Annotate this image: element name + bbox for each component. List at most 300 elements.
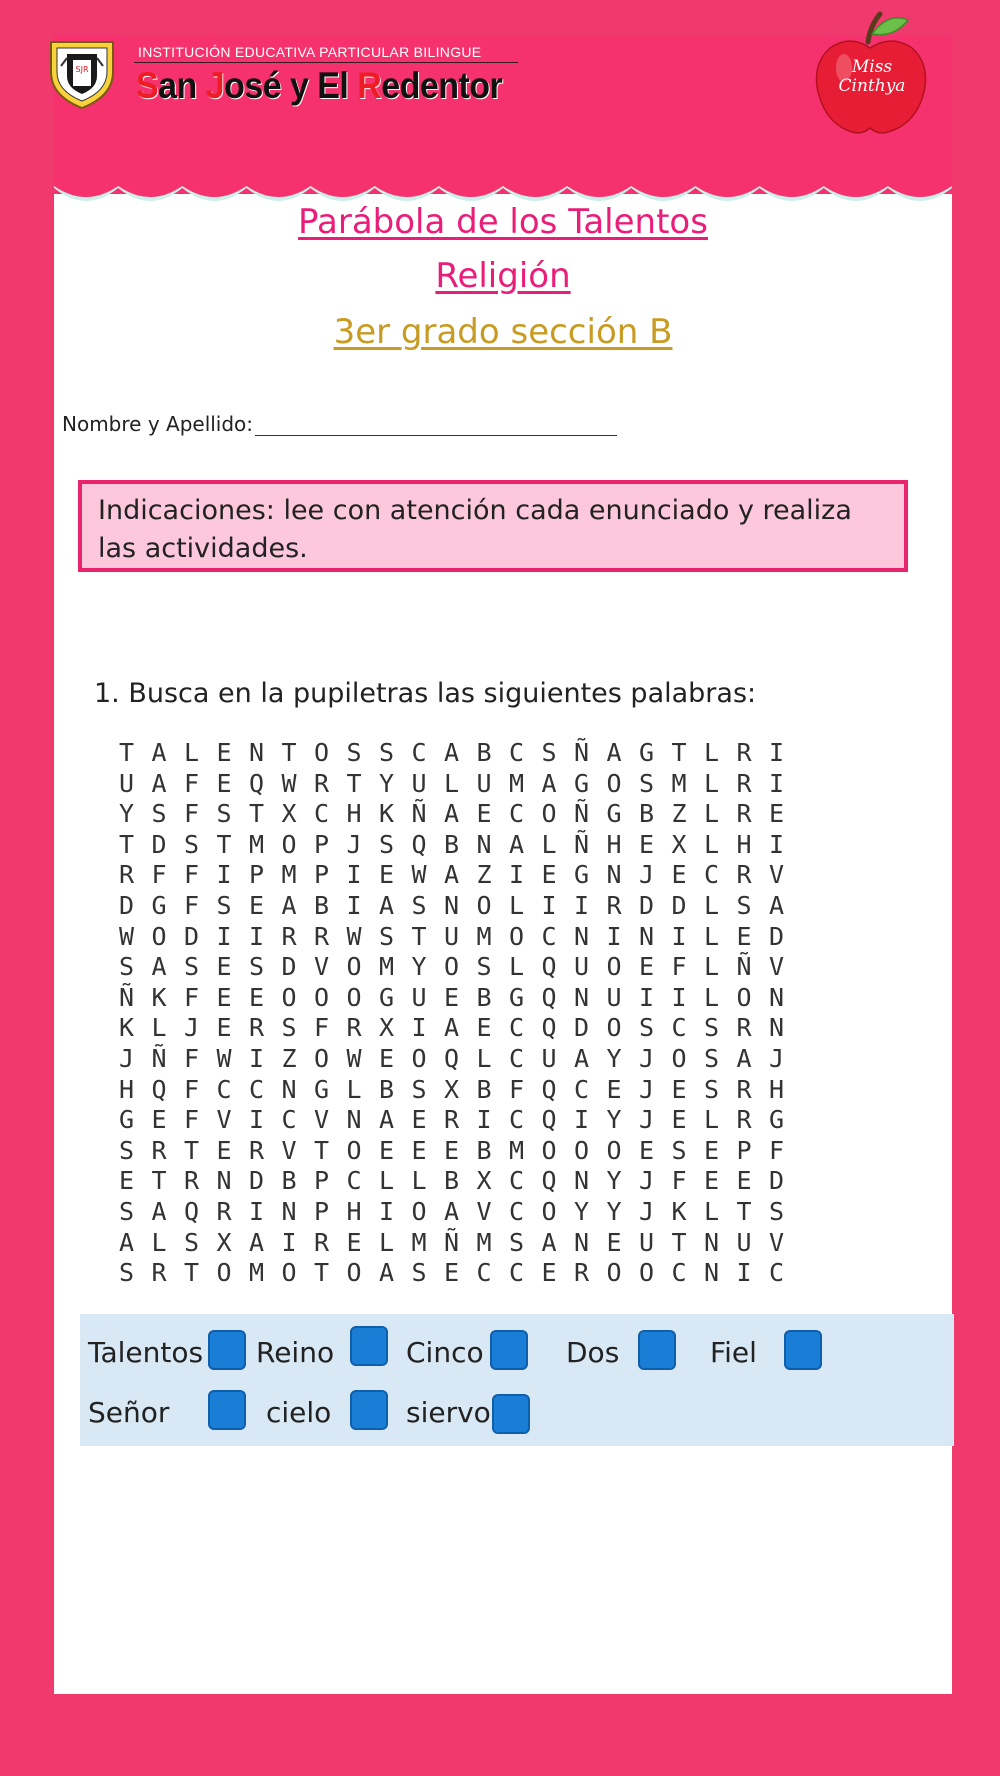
grid-letter[interactable]: T bbox=[671, 738, 687, 767]
grid-letter[interactable]: N bbox=[704, 1227, 720, 1257]
word-search-grid[interactable] bbox=[119, 738, 802, 1289]
grid-letter[interactable]: S bbox=[379, 829, 395, 859]
grid-letter[interactable]: Q bbox=[249, 768, 265, 798]
grid-letter[interactable]: O bbox=[281, 1258, 297, 1288]
grid-letter[interactable]: S bbox=[411, 1258, 427, 1288]
grid-letter[interactable]: Y bbox=[606, 1043, 622, 1073]
grid-letter[interactable]: A bbox=[151, 952, 167, 982]
grid-letter[interactable]: R bbox=[249, 1135, 265, 1165]
grid-letter[interactable]: S bbox=[379, 921, 395, 951]
grid-letter[interactable]: R bbox=[184, 1166, 200, 1196]
grid-letter[interactable]: Q bbox=[541, 1074, 557, 1104]
grid-letter[interactable]: S bbox=[119, 1258, 135, 1288]
grid-letter[interactable]: R bbox=[736, 1105, 752, 1135]
grid-letter[interactable]: E bbox=[119, 1166, 135, 1196]
grid-letter[interactable]: E bbox=[216, 768, 232, 798]
grid-letter[interactable]: T bbox=[216, 829, 232, 859]
grid-letter[interactable]: S bbox=[509, 1227, 525, 1257]
grid-letter[interactable]: Y bbox=[379, 768, 395, 798]
grid-letter[interactable]: E bbox=[606, 1074, 622, 1104]
word-checkbox[interactable] bbox=[350, 1326, 388, 1366]
grid-letter[interactable]: E bbox=[444, 1135, 460, 1165]
grid-letter[interactable]: O bbox=[736, 982, 752, 1012]
grid-letter[interactable]: T bbox=[184, 1258, 200, 1288]
grid-letter[interactable]: Z bbox=[476, 860, 492, 890]
grid-letter[interactable]: R bbox=[151, 1135, 167, 1165]
grid-letter[interactable]: O bbox=[314, 982, 330, 1012]
grid-letter[interactable]: Ñ bbox=[736, 952, 752, 982]
grid-letter[interactable]: I bbox=[249, 1196, 265, 1226]
grid-letter[interactable]: L bbox=[704, 982, 720, 1012]
grid-letter[interactable]: S bbox=[736, 890, 752, 920]
grid-letter[interactable]: I bbox=[606, 921, 622, 951]
grid-letter[interactable]: X bbox=[379, 1013, 395, 1043]
grid-letter[interactable]: A bbox=[606, 738, 622, 767]
grid-letter[interactable]: I bbox=[249, 921, 265, 951]
grid-letter[interactable]: J bbox=[639, 1043, 655, 1073]
grid-letter[interactable]: S bbox=[671, 1135, 687, 1165]
grid-letter[interactable]: A bbox=[249, 1227, 265, 1257]
grid-letter[interactable]: Y bbox=[411, 952, 427, 982]
grid-letter[interactable]: L bbox=[509, 890, 525, 920]
grid-letter[interactable]: O bbox=[671, 1043, 687, 1073]
grid-letter[interactable]: E bbox=[736, 1166, 752, 1196]
grid-letter[interactable]: S bbox=[639, 1013, 655, 1043]
grid-letter[interactable]: O bbox=[346, 1135, 362, 1165]
grid-letter[interactable]: B bbox=[314, 890, 330, 920]
grid-letter[interactable]: A bbox=[151, 768, 167, 798]
grid-letter[interactable]: O bbox=[606, 952, 622, 982]
grid-letter[interactable]: C bbox=[216, 1074, 232, 1104]
grid-letter[interactable]: O bbox=[541, 1196, 557, 1226]
grid-letter[interactable]: P bbox=[314, 860, 330, 890]
grid-letter[interactable]: L bbox=[346, 1074, 362, 1104]
grid-letter[interactable]: N bbox=[249, 738, 265, 767]
grid-letter[interactable]: T bbox=[346, 768, 362, 798]
grid-letter[interactable]: N bbox=[476, 829, 492, 859]
grid-letter[interactable]: I bbox=[476, 1105, 492, 1135]
grid-letter[interactable]: G bbox=[574, 860, 590, 890]
grid-letter[interactable]: A bbox=[281, 890, 297, 920]
grid-letter[interactable]: E bbox=[379, 1043, 395, 1073]
grid-letter[interactable]: L bbox=[704, 1196, 720, 1226]
grid-letter[interactable]: Ñ bbox=[574, 799, 590, 829]
grid-letter[interactable]: M bbox=[509, 1135, 525, 1165]
grid-letter[interactable]: S bbox=[411, 1074, 427, 1104]
grid-letter[interactable]: J bbox=[639, 1105, 655, 1135]
grid-letter[interactable]: W bbox=[281, 768, 297, 798]
grid-letter[interactable]: S bbox=[541, 738, 557, 767]
grid-letter[interactable]: Y bbox=[606, 1196, 622, 1226]
grid-letter[interactable]: S bbox=[184, 829, 200, 859]
grid-letter[interactable]: Y bbox=[574, 1196, 590, 1226]
grid-letter[interactable]: Ñ bbox=[574, 738, 590, 767]
grid-letter[interactable]: K bbox=[379, 799, 395, 829]
grid-letter[interactable]: I bbox=[216, 860, 232, 890]
grid-letter[interactable]: A bbox=[119, 1227, 135, 1257]
grid-letter[interactable]: Ñ bbox=[574, 829, 590, 859]
grid-letter[interactable]: E bbox=[736, 921, 752, 951]
grid-letter[interactable]: L bbox=[704, 1105, 720, 1135]
grid-letter[interactable]: D bbox=[639, 890, 655, 920]
grid-letter[interactable]: S bbox=[476, 952, 492, 982]
grid-letter[interactable]: A bbox=[541, 768, 557, 798]
grid-letter[interactable]: H bbox=[769, 1074, 785, 1104]
grid-letter[interactable]: S bbox=[249, 952, 265, 982]
grid-letter[interactable]: E bbox=[476, 1013, 492, 1043]
grid-letter[interactable]: A bbox=[769, 890, 785, 920]
grid-letter[interactable]: D bbox=[151, 829, 167, 859]
grid-letter[interactable]: I bbox=[574, 890, 590, 920]
grid-letter[interactable]: E bbox=[639, 829, 655, 859]
grid-letter[interactable]: L bbox=[444, 768, 460, 798]
grid-letter[interactable]: J bbox=[639, 1074, 655, 1104]
grid-letter[interactable]: N bbox=[281, 1196, 297, 1226]
grid-letter[interactable]: L bbox=[541, 829, 557, 859]
grid-letter[interactable]: Q bbox=[151, 1074, 167, 1104]
grid-letter[interactable]: U bbox=[444, 921, 460, 951]
grid-letter[interactable]: C bbox=[574, 1074, 590, 1104]
grid-letter[interactable]: H bbox=[346, 1196, 362, 1226]
grid-letter[interactable]: M bbox=[281, 860, 297, 890]
grid-letter[interactable]: P bbox=[736, 1135, 752, 1165]
grid-letter[interactable]: I bbox=[769, 738, 785, 767]
grid-letter[interactable]: L bbox=[379, 1227, 395, 1257]
grid-letter[interactable]: E bbox=[216, 952, 232, 982]
grid-letter[interactable]: Q bbox=[541, 952, 557, 982]
grid-letter[interactable]: B bbox=[444, 1166, 460, 1196]
grid-letter[interactable]: I bbox=[281, 1227, 297, 1257]
grid-letter[interactable]: V bbox=[314, 1105, 330, 1135]
grid-letter[interactable]: U bbox=[476, 768, 492, 798]
grid-letter[interactable]: A bbox=[736, 1043, 752, 1073]
grid-letter[interactable]: R bbox=[314, 921, 330, 951]
grid-letter[interactable]: E bbox=[671, 1105, 687, 1135]
grid-letter[interactable]: C bbox=[509, 1043, 525, 1073]
grid-letter[interactable]: N bbox=[574, 921, 590, 951]
grid-letter[interactable]: G bbox=[606, 799, 622, 829]
grid-letter[interactable]: E bbox=[639, 1135, 655, 1165]
grid-letter[interactable]: C bbox=[509, 1258, 525, 1288]
grid-letter[interactable]: S bbox=[704, 1013, 720, 1043]
grid-letter[interactable]: A bbox=[444, 860, 460, 890]
grid-letter[interactable]: F bbox=[671, 1166, 687, 1196]
grid-letter[interactable]: S bbox=[216, 890, 232, 920]
grid-letter[interactable]: N bbox=[574, 982, 590, 1012]
grid-letter[interactable]: R bbox=[151, 1258, 167, 1288]
grid-letter[interactable]: S bbox=[119, 952, 135, 982]
grid-letter[interactable]: I bbox=[216, 921, 232, 951]
grid-letter[interactable]: R bbox=[736, 738, 752, 767]
grid-letter[interactable]: O bbox=[509, 921, 525, 951]
grid-letter[interactable]: C bbox=[509, 799, 525, 829]
grid-letter[interactable]: V bbox=[769, 1227, 785, 1257]
grid-letter[interactable]: P bbox=[314, 829, 330, 859]
grid-letter[interactable]: R bbox=[216, 1196, 232, 1226]
grid-letter[interactable]: F bbox=[184, 860, 200, 890]
grid-letter[interactable]: A bbox=[574, 1043, 590, 1073]
grid-letter[interactable]: B bbox=[476, 738, 492, 767]
grid-letter[interactable]: L bbox=[184, 738, 200, 767]
grid-letter[interactable]: V bbox=[769, 860, 785, 890]
grid-letter[interactable]: Z bbox=[281, 1043, 297, 1073]
grid-letter[interactable]: D bbox=[281, 952, 297, 982]
grid-letter[interactable]: W bbox=[119, 921, 135, 951]
grid-letter[interactable]: C bbox=[281, 1105, 297, 1135]
grid-letter[interactable]: O bbox=[606, 768, 622, 798]
grid-letter[interactable]: S bbox=[281, 1013, 297, 1043]
grid-letter[interactable]: O bbox=[606, 1135, 622, 1165]
grid-letter[interactable]: E bbox=[639, 952, 655, 982]
grid-letter[interactable]: D bbox=[119, 890, 135, 920]
grid-letter[interactable]: C bbox=[346, 1166, 362, 1196]
grid-letter[interactable]: E bbox=[249, 982, 265, 1012]
grid-letter[interactable]: M bbox=[671, 768, 687, 798]
grid-letter[interactable]: E bbox=[216, 1013, 232, 1043]
grid-letter[interactable]: I bbox=[769, 768, 785, 798]
grid-letter[interactable]: E bbox=[379, 860, 395, 890]
grid-letter[interactable]: R bbox=[249, 1013, 265, 1043]
grid-letter[interactable]: F bbox=[509, 1074, 525, 1104]
grid-letter[interactable]: H bbox=[346, 799, 362, 829]
grid-letter[interactable]: U bbox=[119, 768, 135, 798]
grid-letter[interactable]: V bbox=[216, 1105, 232, 1135]
grid-letter[interactable]: C bbox=[509, 1196, 525, 1226]
grid-letter[interactable]: T bbox=[184, 1135, 200, 1165]
grid-letter[interactable]: S bbox=[216, 799, 232, 829]
grid-letter[interactable]: C bbox=[671, 1013, 687, 1043]
grid-letter[interactable]: S bbox=[379, 738, 395, 767]
grid-letter[interactable]: N bbox=[574, 1227, 590, 1257]
grid-letter[interactable]: X bbox=[671, 829, 687, 859]
grid-letter[interactable]: L bbox=[476, 1043, 492, 1073]
grid-letter[interactable]: Q bbox=[541, 1166, 557, 1196]
grid-letter[interactable]: E bbox=[216, 738, 232, 767]
grid-letter[interactable]: F bbox=[151, 860, 167, 890]
grid-letter[interactable]: T bbox=[151, 1166, 167, 1196]
grid-letter[interactable]: F bbox=[184, 1105, 200, 1135]
grid-letter[interactable]: R bbox=[736, 799, 752, 829]
word-checkbox[interactable] bbox=[784, 1330, 822, 1370]
grid-letter[interactable]: F bbox=[184, 768, 200, 798]
grid-letter[interactable]: E bbox=[444, 982, 460, 1012]
grid-letter[interactable]: H bbox=[119, 1074, 135, 1104]
grid-letter[interactable]: O bbox=[346, 982, 362, 1012]
grid-letter[interactable]: I bbox=[541, 890, 557, 920]
grid-letter[interactable]: W bbox=[216, 1043, 232, 1073]
grid-letter[interactable]: W bbox=[346, 1043, 362, 1073]
grid-letter[interactable]: B bbox=[476, 982, 492, 1012]
grid-letter[interactable]: S bbox=[411, 890, 427, 920]
grid-letter[interactable]: F bbox=[671, 952, 687, 982]
grid-letter[interactable]: N bbox=[574, 1166, 590, 1196]
grid-letter[interactable]: L bbox=[704, 799, 720, 829]
grid-letter[interactable]: O bbox=[476, 890, 492, 920]
grid-letter[interactable]: P bbox=[314, 1166, 330, 1196]
grid-letter[interactable]: Q bbox=[541, 1013, 557, 1043]
grid-letter[interactable]: M bbox=[476, 921, 492, 951]
grid-letter[interactable]: I bbox=[346, 860, 362, 890]
grid-letter[interactable]: N bbox=[704, 1258, 720, 1288]
grid-letter[interactable]: L bbox=[151, 1227, 167, 1257]
word-checkbox[interactable] bbox=[638, 1330, 676, 1370]
grid-letter[interactable]: N bbox=[346, 1105, 362, 1135]
grid-letter[interactable]: I bbox=[639, 982, 655, 1012]
grid-letter[interactable]: Y bbox=[606, 1166, 622, 1196]
grid-letter[interactable]: V bbox=[314, 952, 330, 982]
grid-letter[interactable]: U bbox=[606, 982, 622, 1012]
grid-letter[interactable]: O bbox=[281, 829, 297, 859]
grid-letter[interactable]: G bbox=[574, 768, 590, 798]
grid-letter[interactable]: X bbox=[281, 799, 297, 829]
grid-letter[interactable]: E bbox=[411, 1105, 427, 1135]
grid-letter[interactable]: C bbox=[509, 1166, 525, 1196]
grid-letter[interactable]: K bbox=[151, 982, 167, 1012]
grid-letter[interactable]: T bbox=[249, 799, 265, 829]
grid-letter[interactable]: R bbox=[444, 1105, 460, 1135]
word-checkbox[interactable] bbox=[350, 1390, 388, 1430]
grid-letter[interactable]: O bbox=[314, 1043, 330, 1073]
grid-letter[interactable]: I bbox=[249, 1043, 265, 1073]
grid-letter[interactable]: N bbox=[606, 860, 622, 890]
grid-letter[interactable]: O bbox=[314, 738, 330, 767]
grid-letter[interactable]: B bbox=[379, 1074, 395, 1104]
grid-letter[interactable]: I bbox=[249, 1105, 265, 1135]
grid-letter[interactable]: U bbox=[639, 1227, 655, 1257]
grid-letter[interactable]: A bbox=[151, 738, 167, 767]
grid-letter[interactable]: A bbox=[444, 738, 460, 767]
grid-letter[interactable]: M bbox=[476, 1227, 492, 1257]
grid-letter[interactable]: R bbox=[119, 860, 135, 890]
grid-letter[interactable]: D bbox=[769, 1166, 785, 1196]
grid-letter[interactable]: J bbox=[769, 1043, 785, 1073]
grid-letter[interactable]: V bbox=[281, 1135, 297, 1165]
grid-letter[interactable]: L bbox=[704, 829, 720, 859]
grid-letter[interactable]: I bbox=[346, 890, 362, 920]
grid-letter[interactable]: B bbox=[281, 1166, 297, 1196]
grid-letter[interactable]: A bbox=[379, 1258, 395, 1288]
grid-letter[interactable]: F bbox=[184, 890, 200, 920]
grid-letter[interactable]: J bbox=[639, 1196, 655, 1226]
grid-letter[interactable]: G bbox=[314, 1074, 330, 1104]
grid-letter[interactable]: I bbox=[379, 1196, 395, 1226]
grid-letter[interactable]: R bbox=[314, 1227, 330, 1257]
grid-letter[interactable]: J bbox=[639, 860, 655, 890]
grid-letter[interactable]: C bbox=[671, 1258, 687, 1288]
grid-letter[interactable]: N bbox=[769, 982, 785, 1012]
grid-letter[interactable]: S bbox=[704, 1043, 720, 1073]
grid-letter[interactable]: H bbox=[606, 829, 622, 859]
grid-letter[interactable]: M bbox=[411, 1227, 427, 1257]
grid-letter[interactable]: H bbox=[736, 829, 752, 859]
grid-letter[interactable]: S bbox=[184, 1227, 200, 1257]
grid-letter[interactable]: C bbox=[314, 799, 330, 829]
grid-letter[interactable]: K bbox=[119, 1013, 135, 1043]
grid-letter[interactable]: S bbox=[184, 952, 200, 982]
grid-letter[interactable]: C bbox=[509, 1013, 525, 1043]
grid-letter[interactable]: T bbox=[411, 921, 427, 951]
grid-letter[interactable]: G bbox=[119, 1105, 135, 1135]
grid-letter[interactable]: E bbox=[249, 890, 265, 920]
grid-letter[interactable]: K bbox=[671, 1196, 687, 1226]
grid-letter[interactable]: C bbox=[249, 1074, 265, 1104]
grid-letter[interactable]: S bbox=[769, 1196, 785, 1226]
grid-letter[interactable]: E bbox=[606, 1227, 622, 1257]
grid-letter[interactable]: N bbox=[769, 1013, 785, 1043]
grid-letter[interactable]: T bbox=[314, 1135, 330, 1165]
grid-letter[interactable]: R bbox=[736, 768, 752, 798]
grid-letter[interactable]: A bbox=[444, 1196, 460, 1226]
grid-letter[interactable]: E bbox=[704, 1166, 720, 1196]
grid-letter[interactable]: S bbox=[119, 1135, 135, 1165]
word-checkbox[interactable] bbox=[208, 1390, 246, 1430]
grid-letter[interactable]: Ñ bbox=[119, 982, 135, 1012]
grid-letter[interactable]: O bbox=[281, 982, 297, 1012]
grid-letter[interactable]: A bbox=[379, 890, 395, 920]
grid-letter[interactable]: E bbox=[444, 1258, 460, 1288]
grid-letter[interactable]: M bbox=[379, 952, 395, 982]
grid-letter[interactable]: E bbox=[346, 1227, 362, 1257]
grid-letter[interactable]: G bbox=[379, 982, 395, 1012]
grid-letter[interactable]: U bbox=[541, 1043, 557, 1073]
grid-letter[interactable]: A bbox=[509, 829, 525, 859]
grid-letter[interactable]: O bbox=[541, 1135, 557, 1165]
grid-letter[interactable]: P bbox=[249, 860, 265, 890]
grid-letter[interactable]: N bbox=[281, 1074, 297, 1104]
grid-letter[interactable]: E bbox=[216, 1135, 232, 1165]
grid-letter[interactable]: S bbox=[119, 1196, 135, 1226]
grid-letter[interactable]: E bbox=[216, 982, 232, 1012]
grid-letter[interactable]: B bbox=[639, 799, 655, 829]
grid-letter[interactable]: C bbox=[704, 860, 720, 890]
grid-letter[interactable]: U bbox=[736, 1227, 752, 1257]
grid-letter[interactable]: C bbox=[411, 738, 427, 767]
grid-letter[interactable]: B bbox=[476, 1074, 492, 1104]
grid-letter[interactable]: U bbox=[574, 952, 590, 982]
grid-letter[interactable]: E bbox=[671, 1074, 687, 1104]
grid-letter[interactable]: B bbox=[444, 829, 460, 859]
grid-letter[interactable]: R bbox=[346, 1013, 362, 1043]
grid-letter[interactable]: O bbox=[346, 1258, 362, 1288]
word-checkbox[interactable] bbox=[492, 1394, 530, 1434]
grid-letter[interactable]: C bbox=[509, 738, 525, 767]
grid-letter[interactable]: J bbox=[639, 1166, 655, 1196]
grid-letter[interactable]: D bbox=[184, 921, 200, 951]
grid-letter[interactable]: F bbox=[184, 1043, 200, 1073]
grid-letter[interactable]: O bbox=[411, 1196, 427, 1226]
grid-letter[interactable]: O bbox=[574, 1135, 590, 1165]
grid-letter[interactable]: O bbox=[541, 799, 557, 829]
grid-letter[interactable]: L bbox=[379, 1166, 395, 1196]
grid-letter[interactable]: N bbox=[216, 1166, 232, 1196]
grid-letter[interactable]: Ñ bbox=[411, 799, 427, 829]
grid-letter[interactable]: Q bbox=[541, 982, 557, 1012]
grid-letter[interactable]: S bbox=[346, 738, 362, 767]
grid-letter[interactable]: O bbox=[606, 1013, 622, 1043]
grid-letter[interactable]: C bbox=[476, 1258, 492, 1288]
grid-letter[interactable]: L bbox=[704, 921, 720, 951]
grid-letter[interactable]: Q bbox=[444, 1043, 460, 1073]
grid-letter[interactable]: O bbox=[151, 921, 167, 951]
grid-letter[interactable]: I bbox=[736, 1258, 752, 1288]
grid-letter[interactable]: U bbox=[411, 768, 427, 798]
grid-letter[interactable]: Q bbox=[541, 1105, 557, 1135]
grid-letter[interactable]: S bbox=[639, 768, 655, 798]
grid-letter[interactable]: T bbox=[314, 1258, 330, 1288]
grid-letter[interactable]: S bbox=[151, 799, 167, 829]
grid-letter[interactable]: O bbox=[639, 1258, 655, 1288]
grid-letter[interactable]: N bbox=[639, 921, 655, 951]
